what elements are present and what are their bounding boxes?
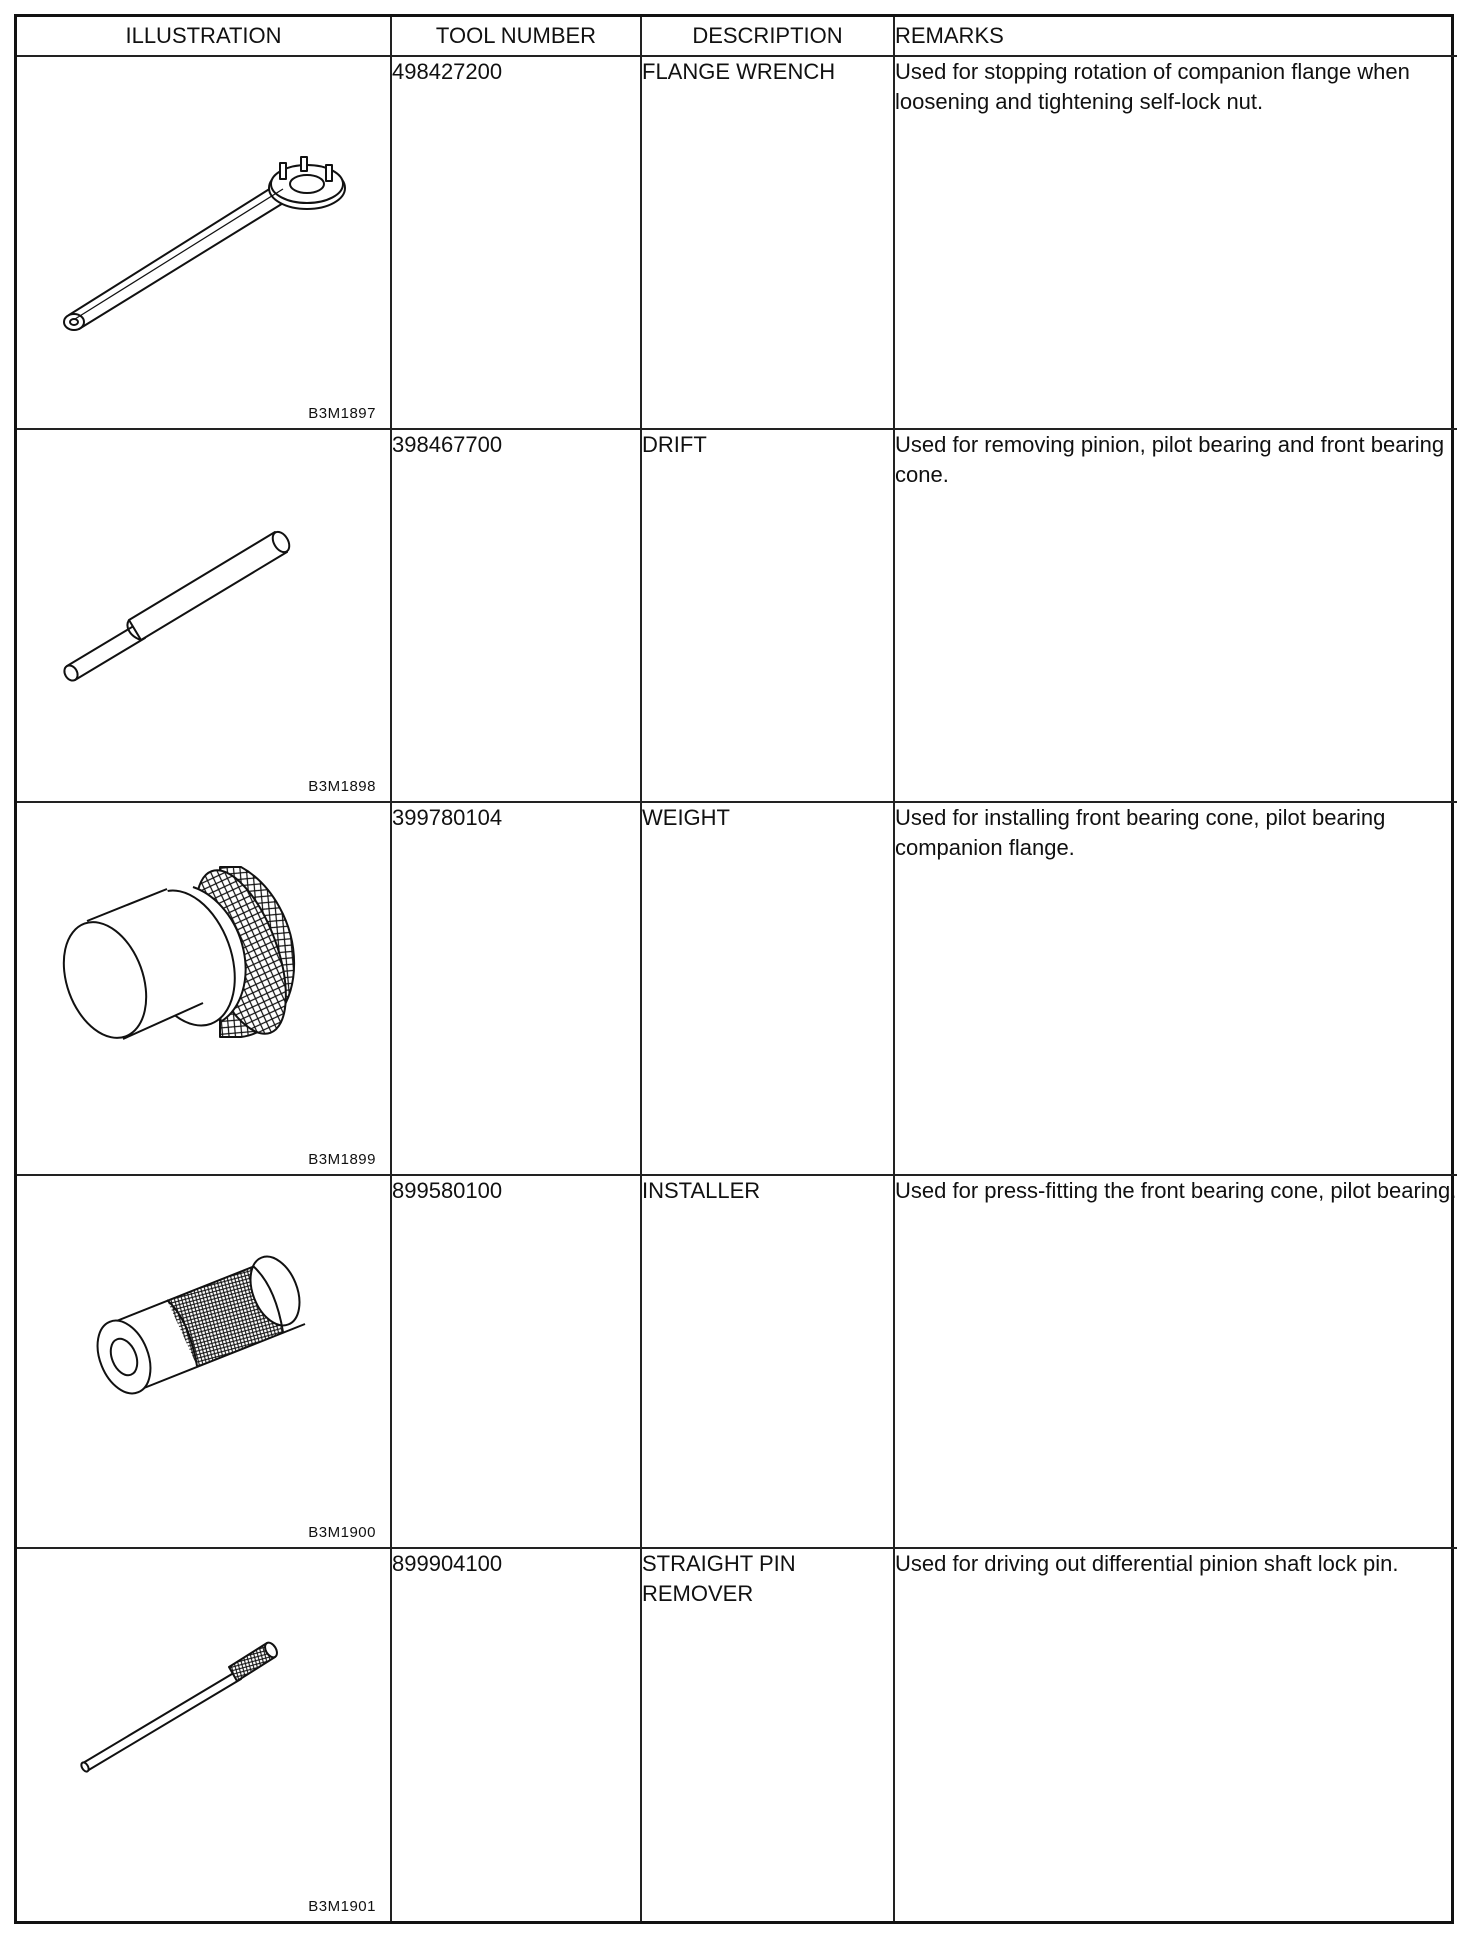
tool-number: 498427200 [391,56,641,429]
tool-number: 899904100 [391,1548,641,1921]
tool-row [17,56,1457,429]
description: INSTALLER [641,1175,894,1548]
drift-icon [17,430,391,801]
special-tools-sheet [14,14,1457,1924]
tool-number: 899580100 [391,1175,641,1548]
straight-pin-remover-icon [17,1549,391,1920]
header-description: DESCRIPTION [641,17,894,56]
tool-row [17,802,1457,1175]
figure-code: B3M1898 [308,778,376,796]
illustration-cell [17,802,391,1175]
tool-number: 398467700 [391,429,641,802]
header-illustration: ILLUSTRATION [17,17,391,56]
tool-row [17,1175,1457,1548]
header-remarks: REMARKS [894,17,1457,56]
illustration-cell [17,56,391,429]
remarks: Used for driving out differential pinion shaft lock pin. [894,1548,1457,1921]
tool-number: 399780104 [391,802,641,1175]
illustration-cell [17,1548,391,1921]
figure-code: B3M1901 [308,1898,376,1915]
description: STRAIGHT PIN REMOVER [641,1548,894,1921]
description: DRIFT [641,429,894,802]
special-tools-table [17,17,1457,1921]
illustration-cell [17,1175,391,1548]
flange-wrench-icon [17,57,391,428]
figure-code: B3M1897 [308,405,376,423]
weight-icon [17,803,391,1174]
figure-code: B3M1900 [308,1524,376,1542]
description: WEIGHT [641,802,894,1175]
remarks: Used for removing pinion, pilot bearing and front bearing cone. [894,429,1457,802]
tool-row [17,429,1457,802]
remarks: Used for stopping rotation of companion flange when loosening and tightening self-lock nut. [894,56,1457,429]
remarks: Used for press-fitting the front bearing cone, pilot bearing. [894,1175,1457,1548]
remarks: Used for installing front bearing cone, pilot bearing companion flange. [894,802,1457,1175]
description: FLANGE WRENCH [641,56,894,429]
tool-row [17,1548,1457,1921]
header-tool-number: TOOL NUMBER [391,17,641,56]
illustration-cell [17,429,391,802]
installer-icon [17,1176,391,1547]
header-row [17,17,1457,56]
figure-code: B3M1899 [308,1151,376,1169]
